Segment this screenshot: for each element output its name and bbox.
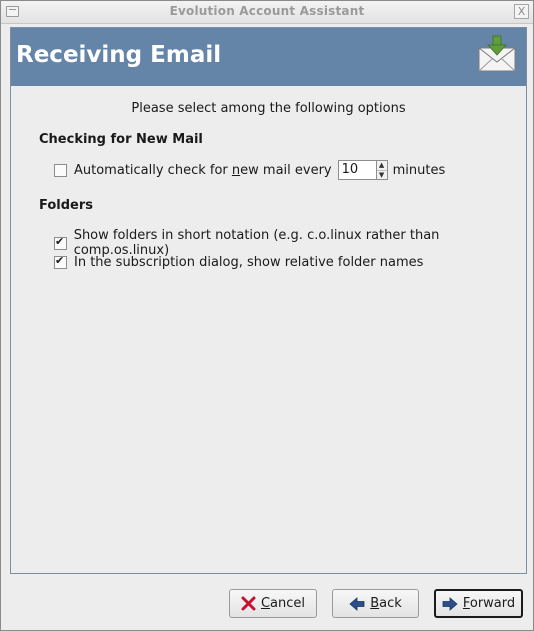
forward-button[interactable] (434, 589, 523, 618)
cancel-label: Cancel (260, 596, 306, 611)
interval-unit-label: minutes (392, 162, 446, 178)
forward-label: Forward (462, 596, 516, 611)
arrow-left-icon (349, 597, 365, 611)
page-title: Receiving Email (16, 42, 222, 68)
mail-receive-icon (477, 35, 517, 73)
folders-heading: Folders (39, 198, 94, 213)
interval-input[interactable]: 10 (338, 160, 377, 180)
title-bar[interactable] (1, 1, 533, 24)
relative-names-row (54, 255, 423, 270)
short-notation-checkbox[interactable] (54, 237, 67, 250)
intro-text: Please select among the following options (131, 101, 406, 116)
short-notation-label[interactable]: Show folders in short notation (e.g. c.o.linux rather than comp.os.linux) (73, 228, 440, 258)
auto-check-label[interactable]: Automatically check for new mail every (74, 162, 332, 178)
cancel-button[interactable] (229, 589, 317, 618)
window-title: Evolution Account Assistant (169, 4, 365, 18)
arrow-right-icon (442, 597, 458, 611)
interval-stepper[interactable] (338, 160, 388, 180)
spin-down-icon[interactable]: ▼ (378, 171, 385, 179)
auto-check-checkbox[interactable] (54, 164, 67, 177)
page-header (11, 28, 526, 86)
checking-heading: Checking for New Mail (39, 132, 203, 147)
back-button[interactable] (332, 589, 419, 618)
short-notation-row (54, 228, 526, 258)
relative-names-label[interactable]: In the subscription dialog, show relative folder names (74, 255, 424, 270)
cancel-x-icon (241, 596, 256, 611)
back-label: Back (370, 596, 402, 611)
page-content (10, 27, 527, 574)
relative-names-checkbox[interactable] (54, 256, 67, 269)
spin-up-icon[interactable]: ▲ (377, 161, 387, 171)
close-icon[interactable]: X (514, 4, 529, 19)
auto-check-row (54, 160, 445, 180)
interval-arrows[interactable] (377, 160, 388, 180)
